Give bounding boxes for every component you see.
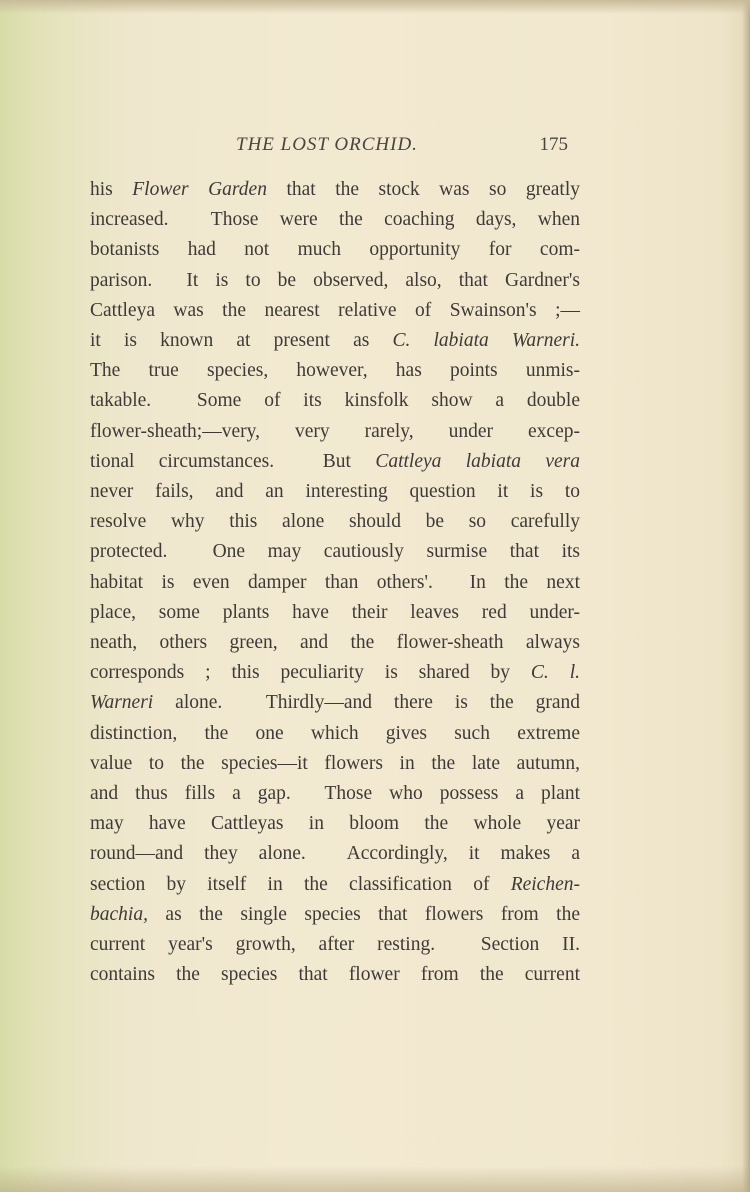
text-run: it is known at present as (90, 330, 393, 351)
text-run: value to the species—it flowers in the late autumn, (90, 752, 580, 774)
text-run: may have Cattleyas in bloom the whole year (90, 813, 580, 835)
text-line (90, 478, 580, 506)
text-run: that the stock was so greatly (266, 179, 580, 200)
text-line (90, 931, 580, 959)
text-line (90, 569, 580, 597)
text-line (90, 961, 580, 989)
text-run: round—and they alone. Accordingly, it makes a (90, 843, 580, 865)
italic-text: C. l. (530, 662, 580, 684)
italic-text: Cattleya labiata vera (375, 450, 580, 472)
text-line (90, 176, 580, 204)
text-run: as the single species that flowers from the (147, 903, 580, 925)
text-run: alone. Thirdly—and there is the grand (153, 692, 580, 714)
text-line (90, 327, 580, 355)
text-run: Cattleya was the nearest relative of Swainson's ;— (90, 299, 580, 321)
text-run: resolve why this alone should be so carefully (90, 511, 580, 533)
text-line (90, 720, 580, 748)
text-run: increased. Those were the coaching days, when (90, 209, 580, 231)
text-line (90, 297, 580, 325)
text-run: and thus fills a gap. Those who possess a plant (90, 783, 580, 804)
text-run: The true species, however, has points unmis- (90, 360, 580, 382)
text-line (90, 206, 580, 234)
text-run: tional circumstances. But (90, 450, 376, 472)
text-line (90, 750, 580, 778)
text-run: current year's growth, after resting. Section II. (90, 934, 580, 955)
running-title: THE LOST ORCHID. (236, 134, 418, 155)
text-line (90, 267, 580, 295)
page-number: 175 (539, 134, 568, 155)
text-line (90, 689, 580, 717)
text-run: flower-sheath;—very, very rarely, under excep- (90, 420, 580, 442)
text-line (90, 357, 580, 385)
text-line (90, 538, 580, 566)
text-line (90, 599, 580, 627)
text-run: distinction, the one which gives such extreme (90, 722, 580, 744)
text-line (90, 810, 580, 838)
text-run: contains the species that flower from the current (90, 964, 580, 986)
text-run: never fails, and an interesting question it is to (90, 481, 580, 502)
text-line (90, 236, 580, 264)
text-run: habitat is even damper than others'. In the next (90, 571, 580, 593)
text-run: protected. One may cautiously surmise that its (90, 541, 580, 563)
italic-text: bachia, (90, 903, 148, 925)
text-line (90, 871, 580, 899)
text-line (90, 387, 580, 415)
text-line (90, 508, 580, 536)
text-run: parison. It is to be observed, also, that Gardner's (90, 269, 580, 291)
italic-text: Reichen- (510, 873, 580, 895)
italic-text: C. labiata Warneri. (392, 330, 580, 351)
text-line (90, 901, 580, 929)
text-run: place, some plants have their leaves red under- (90, 601, 580, 623)
text-line (90, 448, 580, 476)
text-run: takable. Some of its kinsfolk show a double (90, 390, 580, 412)
italic-text: Warneri (90, 692, 154, 714)
running-head (236, 134, 576, 164)
text-run: corresponds ; this peculiarity is shared by (90, 662, 531, 684)
text-line (90, 629, 580, 657)
text-line (90, 840, 580, 868)
text-run: his (90, 179, 133, 200)
text-line (90, 659, 580, 687)
text-run: neath, others green, and the flower-sheath always (90, 632, 580, 653)
text-run: section by itself in the classification of (90, 873, 511, 895)
italic-text: Flower Garden (132, 179, 267, 200)
text-run: botanists had not much opportunity for com- (90, 239, 580, 261)
text-line (90, 780, 580, 808)
text-line (90, 418, 580, 446)
